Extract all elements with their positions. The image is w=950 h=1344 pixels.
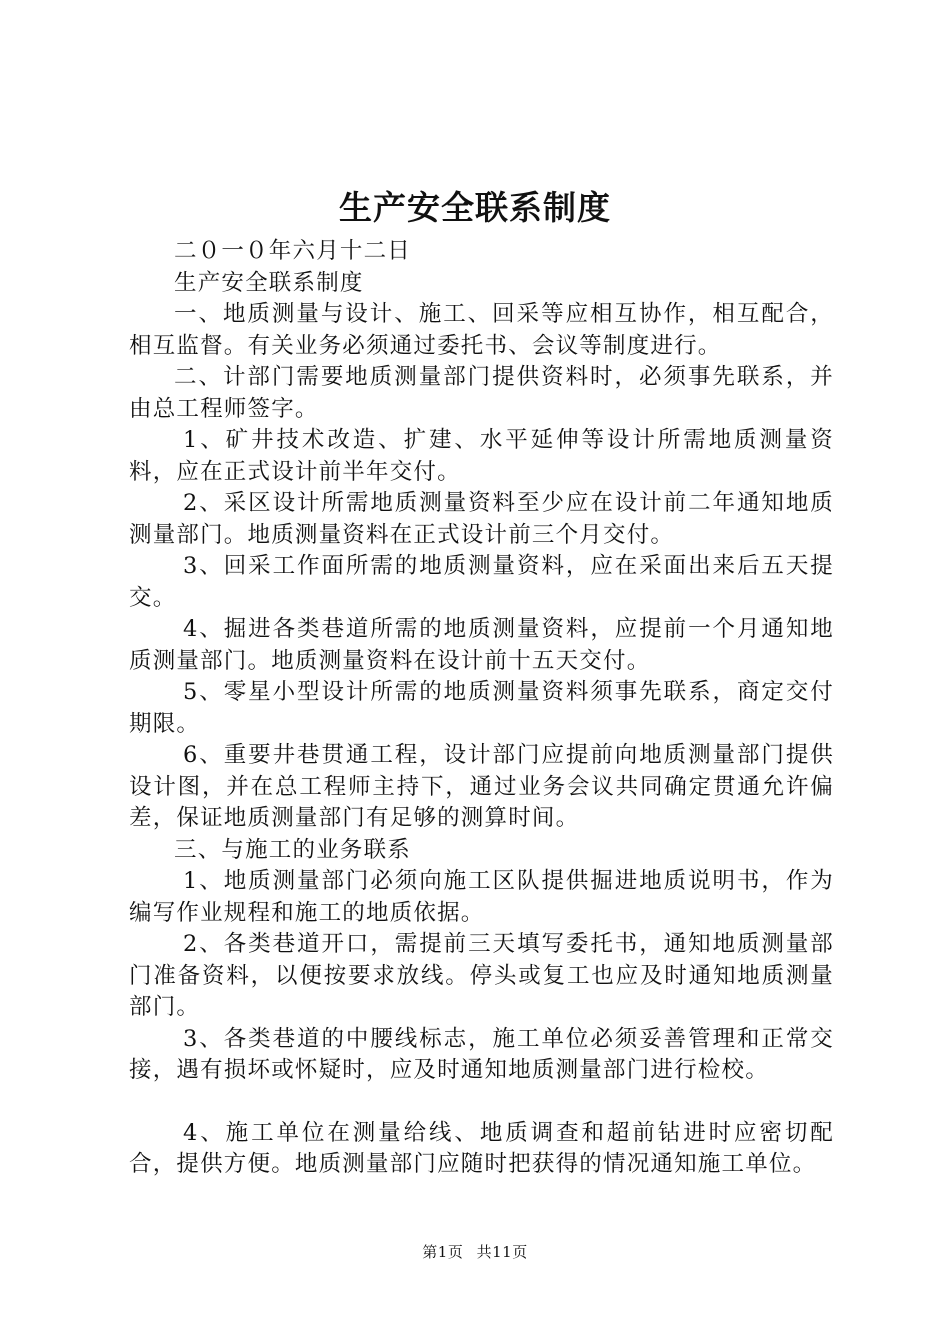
page-footer	[0, 1240, 950, 1264]
paragraph-item-2-1: 1、矿井技术改造、扩建、水平延伸等设计所需地质测量资料，应在正式设计前半年交付。	[129, 427, 834, 485]
paragraph-item-3-3: 3、各类巷道的中腰线标志，施工单位必须妥善管理和正常交接，遇有损坏或怀疑时，应及时通知地质测量部门进行检校。	[129, 1025, 834, 1083]
paragraph-item-3-4: 4、施工单位在测量给线、地质调查和超前钻进时应密切配合，提供方便。地质测量部门应随时把获得的情况通知施工单位。	[129, 1119, 834, 1177]
paragraph-item-3-2: 2、各类巷道开口，需提前三天填写委托书，通知地质测量部门准备资料，以便按要求放线。停头或复工也应及时通知地质测量部门。	[129, 931, 834, 1020]
paragraph-item-3-1: 1、地质测量部门必须向施工区队提供掘进地质说明书，作为编写作业规程和施工的地质依据。	[129, 868, 834, 926]
paragraph-item-2-5: 5、零星小型设计所需的地质测量资料须事先联系，商定交付期限。	[129, 679, 834, 737]
paragraph-item-2-2: 2、采区设计所需地质测量资料至少应在设计前二年通知地质测量部门。地质测量资料在正式设计前三个月交付。	[129, 490, 834, 548]
paragraph-item-2-6: 6、重要井巷贯通工程，设计部门应提前向地质测量部门提供设计图，并在总工程师主持下，通过业务会议共同确定贯通允许偏差，保证地质测量部门有足够的测算时间。	[129, 742, 834, 831]
paragraph-section-1: 一、地质测量与设计、施工、回采等应相互协作，相互配合，相互监督。有关业务必须通过委托书、会议等制度进行。	[129, 301, 834, 359]
paragraph-section-3: 三、与施工的业务联系	[174, 836, 412, 863]
paragraph-item-2-3: 3、回采工作面所需的地质测量资料，应在采面出来后五天提交。	[129, 553, 834, 611]
page-total: 共11页	[476, 1243, 528, 1261]
paragraph-section-2: 二、计部门需要地质测量部门提供资料时，必须事先联系，并由总工程师签字。	[129, 364, 834, 422]
page-number: 第1页	[422, 1243, 464, 1261]
date-line: 二０一０年六月十二日	[174, 238, 412, 264]
document-body	[129, 236, 834, 1181]
document-title: 生产安全联系制度	[339, 188, 611, 227]
paragraph-item-2-4: 4、掘进各类巷道所需的地质测量资料，应提前一个月通知地质测量部门。地质测量资料在设计前十五天交付。	[129, 616, 834, 674]
subtitle-line: 生产安全联系制度	[174, 269, 364, 296]
